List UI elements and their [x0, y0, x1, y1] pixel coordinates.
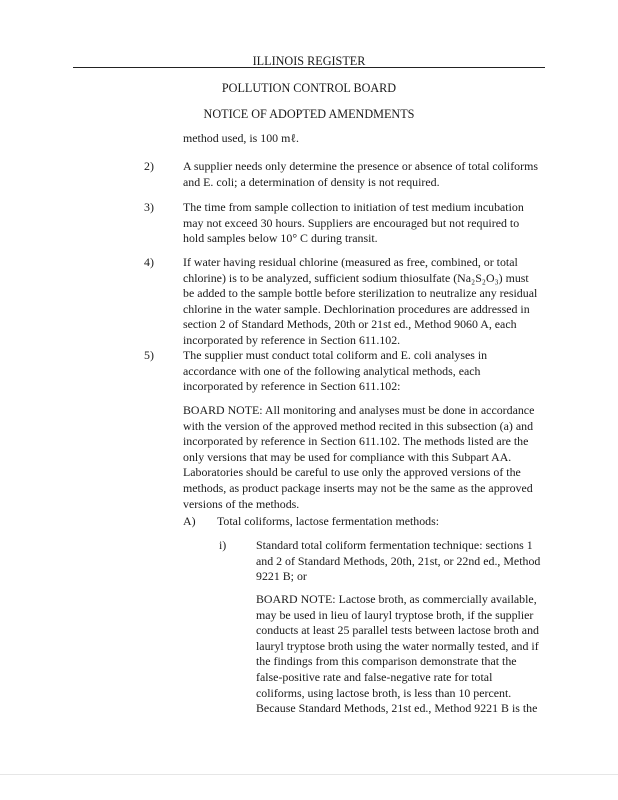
subsection-text [217, 514, 439, 530]
text-line: incorporated by reference in Section 611.102: [183, 379, 401, 394]
notice-title: NOTICE OF ADOPTED AMENDMENTS [203, 107, 415, 121]
text-line: A supplier needs only determine the presence or absence of total coliforms [183, 159, 538, 173]
subitem-paragraph [256, 538, 540, 585]
text-line: with the version of the approved method recited in this subsection (a) and [183, 418, 534, 433]
page-edge [0, 774, 618, 775]
text-line: versions of the methods. [183, 496, 300, 511]
text-line: 9221 B; or [256, 569, 307, 584]
text-line: and 2 of Standard Methods, 20th, 21st, or 22nd ed., Method [256, 553, 541, 568]
item-paragraph [183, 200, 524, 247]
header-rule [73, 67, 545, 68]
text-line: the findings from this comparison demonstrate that the [256, 654, 517, 669]
text-line: The time from sample collection to initiation of test medium incubation [183, 200, 524, 214]
board-note [256, 592, 539, 717]
text-line: section 2 of Standard Methods, 20th or 21st ed., Method 9060 A, each [183, 317, 517, 332]
text-line: incorporated by reference in Section 611.102. The methods listed are the [183, 434, 529, 449]
text-line: may not exceed 30 hours. Suppliers are encouraged but not required to [183, 215, 520, 230]
text-line: Because Standard Methods, 21st ed., Method 9221 B is the [256, 701, 538, 716]
text-line: be added to the sample bottle before sterilization to neutralize any residual [183, 286, 538, 301]
item-number: 3) [144, 200, 154, 214]
text-line: incorporated by reference in Section 611.102. [183, 332, 401, 347]
continuation-text [183, 131, 299, 147]
text-line: chlorine in the water sample. Dechlorination procedures are addressed in [183, 301, 530, 316]
text-line: BOARD NOTE: Lactose broth, as commercially available, [256, 592, 537, 606]
text-line: hold samples below 10° C during transit. [183, 231, 378, 246]
text-line: method used, is 100 mℓ. [183, 131, 300, 145]
board-note [183, 403, 534, 512]
text-line: Laboratories should be careful to use only the approved versions of the [183, 465, 521, 480]
item-number: 2) [144, 159, 154, 173]
text-line: conducts at least 25 parallel tests between lactose broth and [256, 623, 539, 638]
item-number: 5) [144, 348, 154, 362]
text-line: chlorine) is to be analyzed, sufficient sodium thiosulfate (Na₂S₂O₃) must [183, 270, 529, 285]
text-line: false-positive rate and false-negative rate for total [256, 669, 493, 684]
register-title: ILLINOIS REGISTER [252, 54, 366, 68]
text-line: Total coliforms, lactose fermentation methods: [217, 514, 440, 528]
text-line: Standard total coliform fermentation technique: sections 1 [256, 538, 533, 552]
item-paragraph [183, 348, 487, 395]
text-line: only versions that may be used for compliance with this Subpart AA. [183, 449, 512, 464]
text-line: lauryl tryptose broth using the water normally tested, and if [256, 638, 539, 653]
item-number: 4) [144, 255, 154, 269]
text-line: If water having residual chlorine (measured as free, combined, or total [183, 255, 518, 269]
text-line: BOARD NOTE: All monitoring and analyses must be done in accordance [183, 403, 535, 417]
item-paragraph [183, 255, 537, 349]
text-line: and E. coli; a determination of density is not required. [183, 174, 440, 189]
subitem-number: i) [219, 538, 227, 552]
text-line: The supplier must conduct total coliform and E. coli analyses in [183, 348, 488, 362]
text-line: coliforms, using lactose broth, is less than 10 percent. [256, 685, 512, 700]
text-line: accordance with one of the following analytical methods, each [183, 363, 481, 378]
text-line: methods, as product package inserts may not be the same as the approved [183, 480, 533, 495]
item-paragraph [183, 159, 538, 190]
board-title: POLLUTION CONTROL BOARD [221, 81, 397, 95]
text-line: may be used in lieu of lauryl tryptose broth, if the supplier [256, 607, 534, 622]
subsection-number: A) [183, 514, 196, 528]
